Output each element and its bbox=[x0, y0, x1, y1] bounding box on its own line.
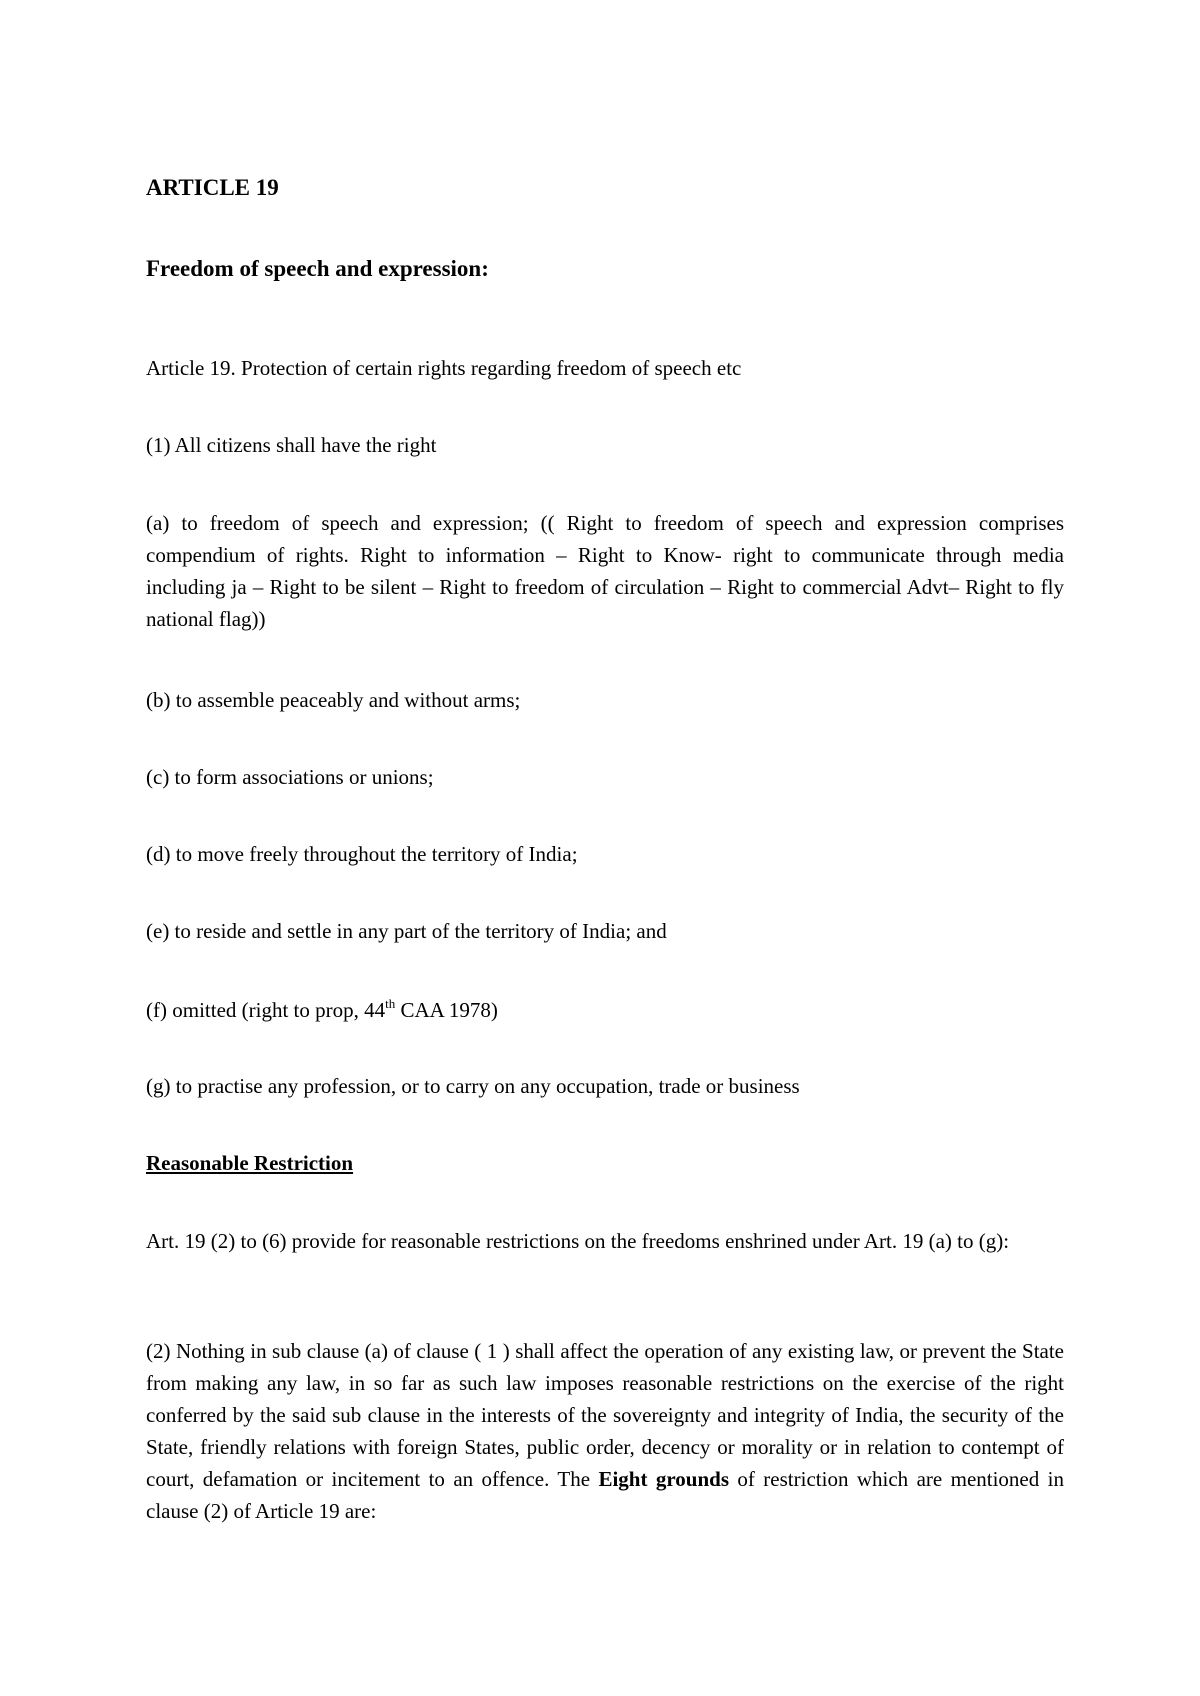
clause-1: (1) All citizens shall have the right bbox=[146, 433, 437, 457]
clause-f-text: (f) omitted (right to prop, 44 bbox=[146, 998, 386, 1022]
clause-f bbox=[146, 994, 1064, 1026]
clause-f-tail: CAA 1978) bbox=[395, 998, 498, 1022]
eight-grounds-bold: Eight grounds bbox=[598, 1467, 730, 1491]
clause-2 bbox=[146, 1335, 1064, 1527]
clause-f-superscript: th bbox=[385, 996, 396, 1011]
article-title: Article 19. Protection of certain rights regarding freedom of speech etc bbox=[146, 356, 742, 380]
clause-e: (e) to reside and settle in any part of the territory of India; and bbox=[146, 919, 667, 943]
clause-2-tail: of restriction which are mentioned in clause (2) of Article 19 are: bbox=[146, 1467, 1064, 1523]
section-heading: Freedom of speech and expression: bbox=[146, 256, 489, 281]
clause-d: (d) to move freely throughout the territory of India; bbox=[146, 842, 578, 866]
clause-b: (b) to assemble peaceably and without arms; bbox=[146, 688, 521, 712]
clause-a: (a) to freedom of speech and expression; (( Right to freedom of speech and expression comprises compendium of rights. Right to information – Right to Know- right to communicate through media including ja – Right to be silent – Right to freedom of circulation – Right to commercial Advt– Right to fly national flag)) bbox=[146, 511, 1064, 631]
restriction-heading: Reasonable Restriction bbox=[146, 1151, 354, 1175]
clause-2-text: (2) Nothing in sub clause (a) of clause ( 1 ) shall affect the operation of any existing law, or prevent the State from making any law, in so far as such law imposes reasonable restrictions on the exercise of the right conferred by the said sub clause in the interests of the sovereignty and integrity of India, the security of the State, friendly relations with foreign States, public order, decency or morality or in relation to contempt of court, defamation or incitement to an offence. The bbox=[146, 1339, 1064, 1491]
clause-c: (c) to form associations or unions; bbox=[146, 765, 434, 789]
clause-g: (g) to practise any profession, or to carry on any occupation, trade or business bbox=[146, 1074, 800, 1098]
restriction-intro: Art. 19 (2) to (6) provide for reasonable restrictions on the freedoms enshrined under Art. 19 (a) to (g): bbox=[146, 1229, 1010, 1253]
article-heading: ARTICLE 19 bbox=[146, 175, 279, 200]
